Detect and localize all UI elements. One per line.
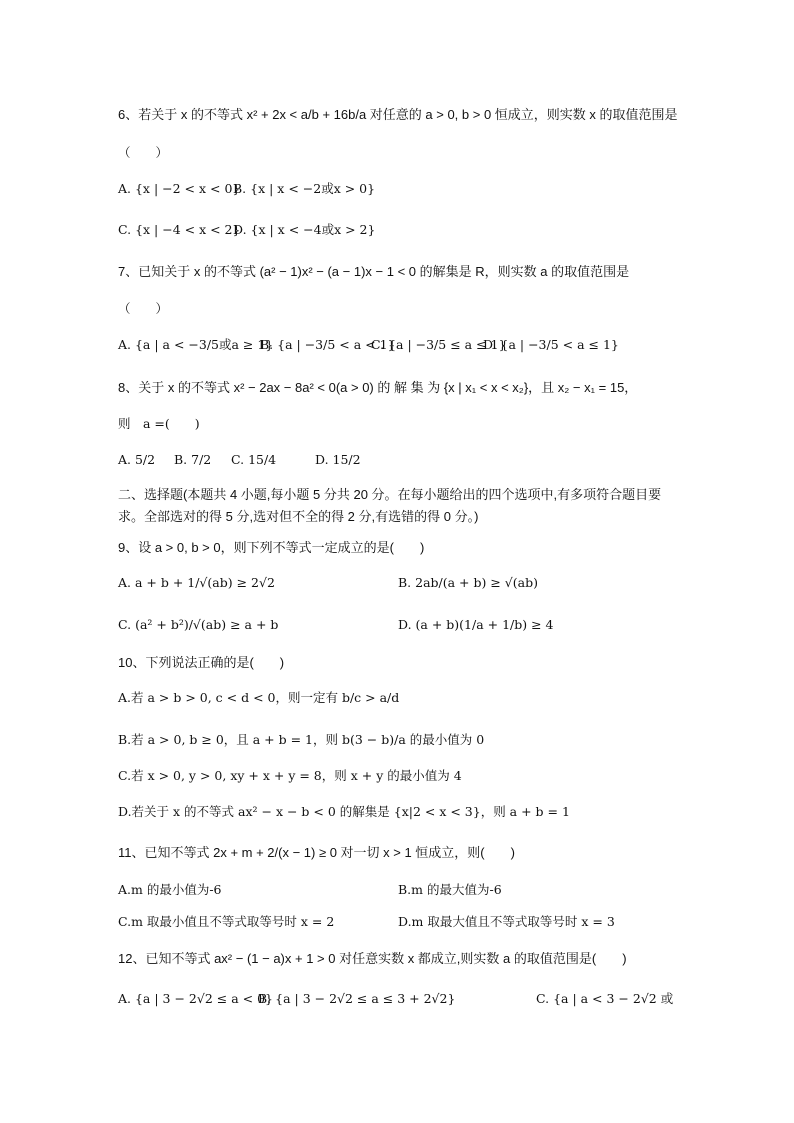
q7-option-c: C. {a | −3/5 ≤ a ≤ 1}: [371, 337, 507, 352]
q12-option-b: B. {a | 3 − 2√2 ≤ a ≤ 3 + 2√2}: [258, 991, 456, 1006]
q7-blank: （ ）: [118, 301, 169, 316]
q7-option-a: A. {a | a < −3/5或a ≥ 1}: [118, 337, 274, 352]
q6-option-c: C. {x | −4 < x < 2}: [118, 222, 241, 237]
q9-option-c: C. (a² + b²)/√(ab) ≥ a + b: [118, 617, 279, 632]
q6-option-b: B. {x | x < −2或x > 0}: [233, 181, 376, 196]
q9-option-a: A. a + b + 1/√(ab) ≥ 2√2: [118, 575, 275, 590]
q8-option-b: B. 7/2: [174, 452, 212, 467]
q8-stem-continued: 则 a =( ): [118, 416, 200, 431]
q7-stem: 7、已知关于 x 的不等式 (a² − 1)x² − (a − 1)x − 1 < 0 的解集是 R，则实数 a 的取值范围是: [118, 264, 630, 279]
q10-stem: 10、下列说法正确的是( ): [118, 655, 285, 670]
q6-option-a: A. {x | −2 < x < 0}: [118, 181, 241, 196]
q12-option-a: A. {a | 3 − 2√2 ≤ a < 0}: [118, 991, 273, 1006]
q11-option-c: C.m 取最小值且不等式取等号时 x = 2: [118, 914, 335, 929]
q9-option-d: D. (a + b)(1/a + 1/b) ≥ 4: [398, 617, 554, 632]
q8-option-a: A. 5/2: [118, 452, 156, 467]
q12-stem: 12、已知不等式 ax² − (1 − a)x + 1 > 0 对任意实数 x 都成立,则实数 a 的取值范围是( ): [118, 951, 627, 966]
q10-option-c: C.若 x > 0, y > 0, xy + x + y = 8，则 x + y 的最小值为 4: [118, 768, 462, 783]
q6-blank: （ ）: [118, 145, 169, 160]
q10-option-a: A.若 a > b > 0, c < d < 0，则一定有 b/c > a/d: [118, 690, 400, 705]
q11-option-a: A.m 的最小值为-6: [118, 882, 222, 897]
q8-option-d: D. 15/2: [315, 452, 361, 467]
q9-stem: 9、设 a > 0, b > 0，则下列不等式一定成立的是( ): [118, 540, 425, 555]
q11-option-b: B.m 的最大值为-6: [398, 882, 502, 897]
q8-option-c: C. 15/4: [231, 452, 277, 467]
q9-option-b: B. 2ab/(a + b) ≥ √(ab): [398, 575, 538, 590]
q10-option-d: D.若关于 x 的不等式 ax² − x − b < 0 的解集是 {x|2 < x < 3}，则 a + b = 1: [118, 804, 570, 819]
q7-option-b: B. {a | −3/5 < a < 1}: [260, 337, 396, 352]
section-2-heading: 二、选择题(本题共 4 小题,每小题 5 分共 20 分。在每小题给出的四个选项中,有多项符合题目要求。全部选对的得 5 分,选对但不全的得 2 分,有选错的得 0 分。): [118, 487, 662, 524]
q8-stem: 8、关于 x 的不等式 x² − 2ax − 8a² < 0(a > 0) 的 解 集 为 {x | x₁ < x < x₂}，且 x₂ − x₁ = 15，: [118, 380, 638, 395]
q7-option-d: D. {a | −3/5 < a ≤ 1}: [483, 337, 619, 352]
q10-option-b: B.若 a > 0, b ≥ 0，且 a + b = 1，则 b(3 − b)/a 的最小值为 0: [118, 732, 485, 747]
q12-option-c: C. {a | a < 3 − 2√2 或: [536, 991, 674, 1006]
q11-stem: 11、已知不等式 2x + m + 2/(x − 1) ≥ 0 对一切 x > 1 恒成立，则( ): [118, 845, 515, 860]
q6-stem: 6、若关于 x 的不等式 x² + 2x < a/b + 16b/a 对任意的 a > 0, b > 0 恒成立，则实数 x 的取值范围是: [118, 107, 678, 122]
q6-option-d: D. {x | x < −4或x > 2}: [233, 222, 376, 237]
q11-option-d: D.m 取最大值且不等式取等号时 x = 3: [398, 914, 615, 929]
